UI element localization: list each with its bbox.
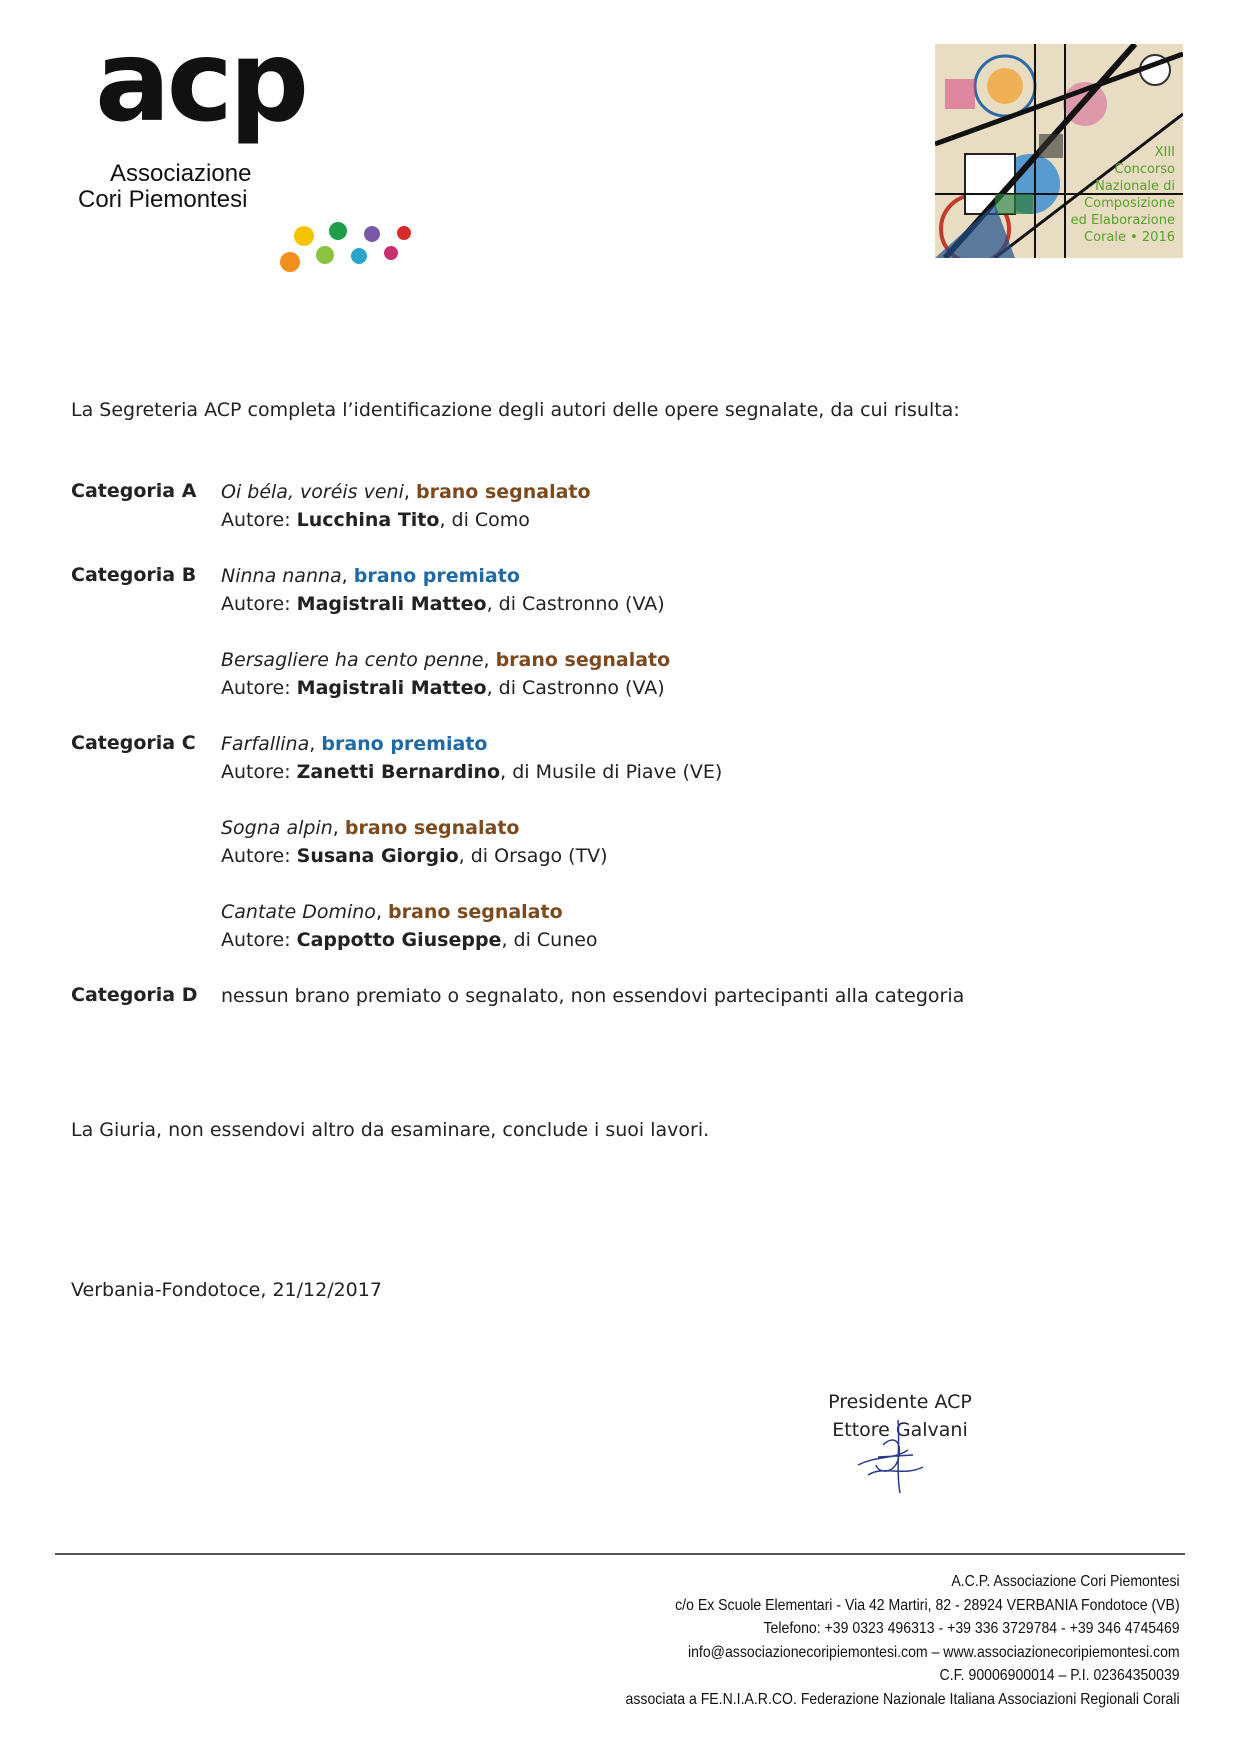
work-title: Cantate Domino	[221, 901, 376, 923]
logo-dot	[280, 252, 300, 272]
status-tag: brano segnalato	[415, 481, 591, 503]
author-place: , di Musile di Piave (VE)	[500, 761, 723, 783]
poster-line: XIII	[1154, 145, 1175, 160]
author-place: , di Cuneo	[501, 929, 598, 951]
work-title: Ninna nanna	[221, 565, 342, 587]
work-title: Sogna alpin	[221, 817, 333, 839]
author-name: Lucchina Tito	[296, 509, 440, 531]
footer-contact	[626, 1570, 1180, 1711]
work-title: Farfallina	[221, 733, 310, 755]
entry-c-1	[221, 730, 722, 786]
entry-c-3	[221, 898, 598, 954]
status-tag: brano segnalato	[388, 901, 563, 923]
author-prefix: Autore:	[221, 761, 291, 783]
poster-line: Composizione	[1084, 196, 1175, 211]
status-tag: brano premiato	[353, 565, 520, 587]
author-prefix: Autore:	[221, 929, 291, 951]
category-b-label: Categoria B	[71, 564, 197, 586]
entry-title-line: Bersagliere ha cento penne, brano segnalato	[221, 649, 671, 671]
footer-line: C.F. 90006900014 – P.I. 02364350039	[939, 1667, 1180, 1684]
category-d-note: nessun brano premiato o segnalato, non essendovi partecipanti alla categoria	[221, 985, 965, 1007]
work-title: Oi béla, voréis veni	[221, 481, 404, 503]
logo-dot	[364, 226, 380, 242]
footer-divider	[55, 1553, 1185, 1555]
entry-author-line	[221, 674, 670, 702]
logo-dot	[316, 246, 334, 264]
category-d-label: Categoria D	[71, 984, 198, 1006]
author-prefix: Autore:	[221, 845, 291, 867]
author-prefix: Autore:	[221, 677, 291, 699]
logo-dots	[280, 162, 440, 272]
entry-title-line: Cantate Domino, brano segnalato	[221, 901, 563, 923]
entry-author-line	[221, 926, 598, 954]
logo-dot	[351, 248, 367, 264]
footer-line: info@associazionecoripiemontesi.com – www.associazionecoripiemontesi.com	[688, 1643, 1180, 1661]
entry-author-line	[221, 842, 608, 870]
acp-logo	[70, 17, 430, 222]
author-place: , di Orsago (TV)	[458, 845, 608, 867]
entry-author-line	[221, 590, 665, 618]
poster-line: ed Elaborazione	[1070, 213, 1175, 228]
logo-dot	[329, 222, 347, 240]
entry-author-line	[221, 506, 591, 534]
logo-line-1: Associazione	[110, 160, 252, 187]
poster-caption	[1025, 144, 1175, 246]
author-name: Magistrali Matteo	[296, 677, 487, 699]
closing-paragraph: La Giuria, non essendovi altro da esaminare, conclude i suoi lavori.	[71, 1119, 710, 1141]
author-prefix: Autore:	[221, 509, 291, 531]
logo-wordmark: acp	[95, 17, 306, 147]
author-name: Cappotto Giuseppe	[296, 929, 502, 951]
entry-title-line: Oi béla, voréis veni, brano segnalato	[221, 481, 591, 503]
entry-a-1	[221, 478, 591, 534]
status-tag: brano premiato	[321, 733, 488, 755]
entry-title-line: Ninna nanna, brano premiato	[221, 565, 520, 587]
logo-dot	[397, 226, 411, 240]
author-place: , di Castronno (VA)	[486, 677, 665, 699]
intro-paragraph: La Segreteria ACP completa l’identificazione degli autori delle opere segnalate, da cui risulta:	[71, 399, 960, 421]
author-name: Magistrali Matteo	[296, 593, 487, 615]
poster-line: Corale • 2016	[1084, 230, 1175, 245]
status-tag: brano segnalato	[344, 817, 520, 839]
work-title: Bersagliere ha cento penne	[221, 649, 484, 671]
footer-line: Telefono: +39 0323 496313 - +39 336 3729784 - +39 346 4745469	[763, 1620, 1180, 1637]
handwritten-signature	[848, 1415, 938, 1495]
author-name: Susana Giorgio	[296, 845, 459, 867]
author-place: , di Castronno (VA)	[486, 593, 665, 615]
footer-line: c/o Ex Scuole Elementari - Via 42 Martiri, 82 - 28924 VERBANIA Fondotoce (VB)	[675, 1596, 1180, 1614]
category-c-label: Categoria C	[71, 732, 196, 754]
contest-poster	[935, 44, 1183, 258]
footer-line: A.C.P. Associazione Cori Piemontesi	[951, 1573, 1180, 1590]
logo-dot	[294, 226, 314, 246]
poster-line: Concorso	[1114, 162, 1175, 177]
author-prefix: Autore:	[221, 593, 291, 615]
entry-author-line	[221, 758, 722, 786]
logo-line-2: Cori Piemontesi	[78, 186, 248, 213]
entry-title-line: Sogna alpin, brano segnalato	[221, 817, 520, 839]
signer-name: Ettore Galvani	[832, 1419, 968, 1441]
poster-line: Nazionale di	[1095, 179, 1175, 194]
entry-b-2	[221, 646, 670, 702]
author-name: Zanetti Bernardino	[296, 761, 501, 783]
footer-line: associata a FE.N.I.A.R.CO. Federazione Nazionale Italiana Associazioni Regionali Corali	[625, 1690, 1180, 1708]
entry-c-2	[221, 814, 608, 870]
status-tag: brano segnalato	[495, 649, 671, 671]
place-date: Verbania-Fondotoce, 21/12/2017	[71, 1279, 382, 1301]
entry-b-1	[221, 562, 665, 618]
entry-title-line: Farfallina, brano premiato	[221, 733, 488, 755]
signer-role: Presidente ACP	[828, 1391, 972, 1413]
category-a-label: Categoria A	[71, 480, 197, 502]
author-place: , di Como	[439, 509, 530, 531]
logo-dot	[384, 246, 398, 260]
